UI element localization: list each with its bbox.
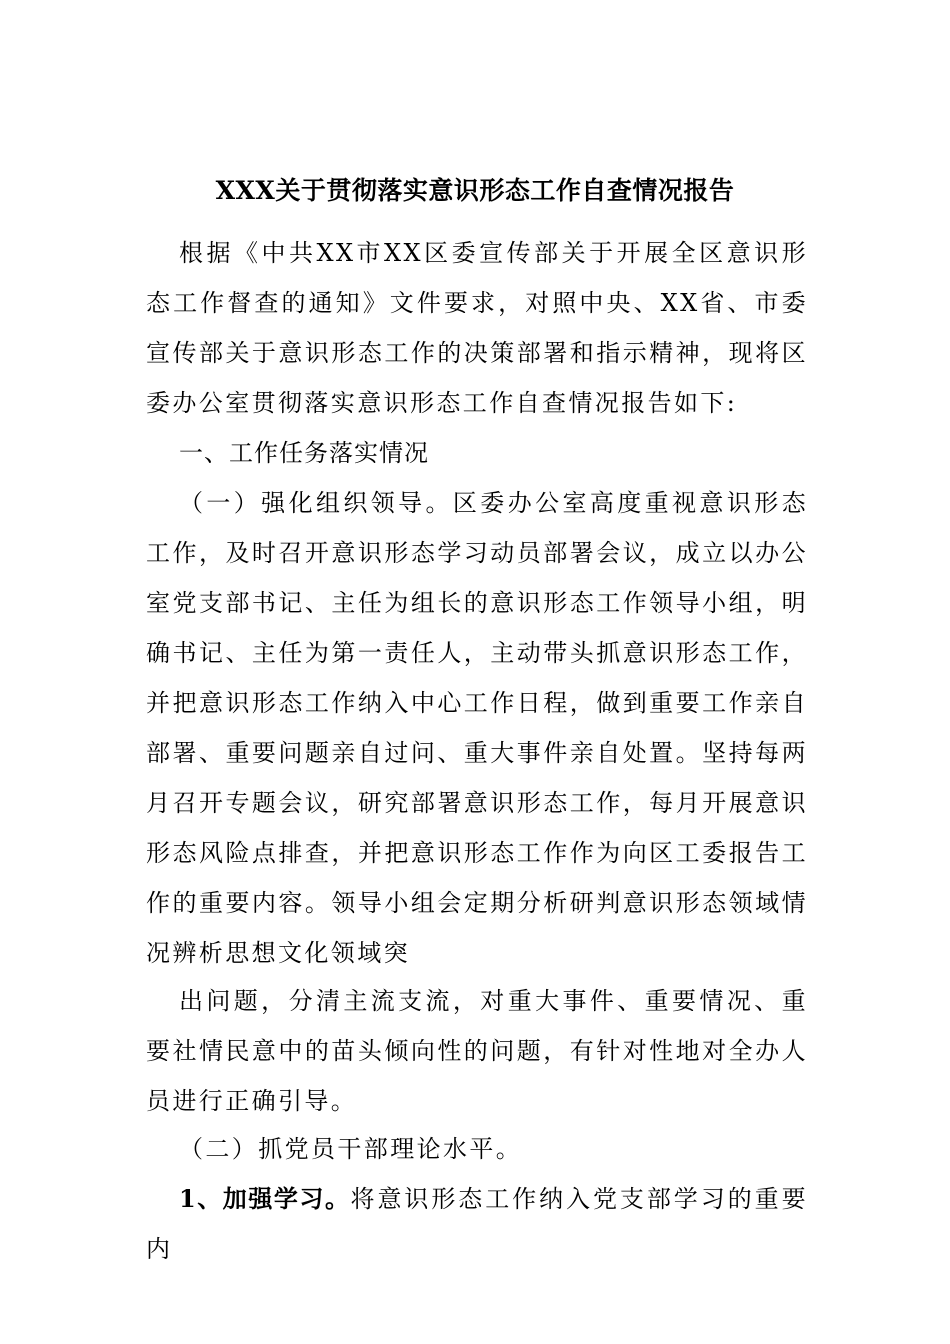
document-title: XXX关于贯彻落实意识形态工作自查情况报告 (215, 175, 735, 205)
intro-paragraph: 根据《中共XX市XX区委宣传部关于开展全区意识形态工作督查的通知》文件要求，对照中央、XX省、市委宣传部关于意识形态工作的决策部署和指示精神，现将区委办公室贯彻落实意识形态工作自查情况报告如下: (146, 239, 808, 417)
continuation-paragraph: 出问题，分清主流支流，对重大事件、重要情况、重要社情民意中的苗头倾向性的问题，有针对性地对全办人员进行正确引导。 (146, 987, 808, 1115)
list-item-1-text: 将意识形态工作纳入党支部学习的重要内 (146, 1185, 808, 1263)
subsection-paragraph-1: （一）强化组织领导。区委办公室高度重视意识形态工作，及时召开意识形态学习动员部署会议，成立以办公室党支部书记、主任为组长的意识形态工作领导小组，明确书记、主任为第一责任人，主动带头抓意识形态工作，并把意识形态工作纳入中心工作日程，做到重要工作亲自部署、重要问题亲自过问、重大事件亲自处置。坚持每两月召开专题会议，研究部署意识形态工作，每月开展意识形态风险点排查，并把意识形态工作作为向区工委报告工作的重要内容。领导小组会定期分析研判意识形态领域情况辨析思想文化领域突 (146, 489, 808, 967)
section-heading-1: 一、工作任务落实情况 (179, 439, 429, 467)
list-item-1 (146, 1174, 808, 1274)
list-item-1-lead: 1、加强学习。 (179, 1184, 351, 1213)
subsection-heading-2: （二）抓党员干部理论水平。 (179, 1135, 523, 1163)
